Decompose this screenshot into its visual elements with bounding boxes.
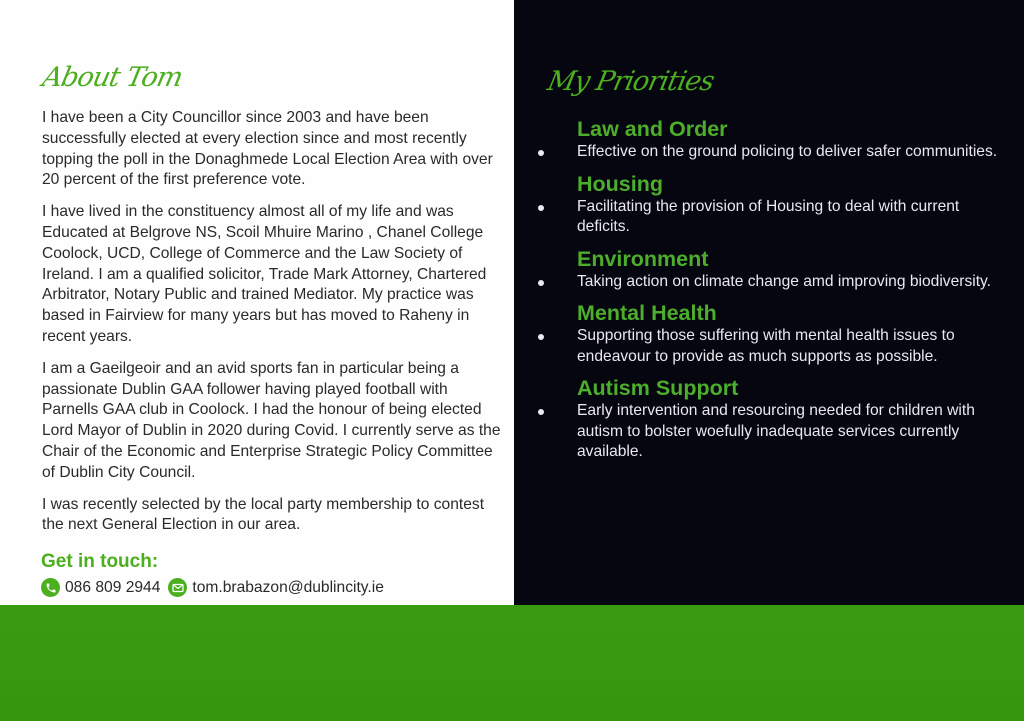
priority-bullet-item <box>536 272 1006 293</box>
about-paragraph: I am a Gaeilgeoir and an avid sports fan in particular being a passionate Dublin GAA follower having played football with Parnells GAA club in Coolock. I had the honour of being elected Lord Mayor of Dublin in 2020 during Covid. I currently serve as the Chair of the Economic and Enterprise Strategic Policy Committee of Dublin City Council. <box>42 359 501 481</box>
phone-icon <box>41 578 60 597</box>
green-footer-band <box>0 605 1024 721</box>
priorities-list <box>536 116 1006 471</box>
priority-heading: Mental Health <box>577 301 717 325</box>
priority-text: Facilitating the provision of Housing to deal with current deficits. <box>577 197 960 235</box>
about-title: About Tom <box>39 62 185 93</box>
email-link[interactable]: tom.brabazon@dublincity.ie <box>192 578 384 596</box>
priority-mental-health <box>536 300 1006 367</box>
priority-text: Effective on the ground policing to deliver safer communities. <box>577 143 998 160</box>
priority-bullet-item <box>536 142 1006 163</box>
contact-row <box>41 578 384 597</box>
about-body <box>42 108 502 547</box>
about-paragraph: I have been a City Councillor since 2003 and have been successfully elected at every election since and most recently topping the poll in the Donaghmede Local Election Area with over 20 percent of the first preference vote. <box>42 109 493 189</box>
priority-bullet-item <box>536 197 1006 238</box>
priority-autism-support <box>536 375 1006 463</box>
phone-number[interactable]: 086 809 2944 <box>65 578 161 596</box>
priority-environment <box>536 246 1006 293</box>
priorities-title: My Priorities <box>544 66 717 97</box>
about-paragraph: I have lived in the constituency almost all of my life and was Educated at Belgrove NS, Scoil Mhuire Marino , Chanel College Coolock, UCD, College of Commerce and the Law Society of Ireland. I am a qualified solicitor, Trade Mark Attorney, Chartered Arbitrator, Notary Public and trained Mediator. My practice was based in Fairview for many years but has moved to Raheny in recent years. <box>42 203 487 345</box>
priority-housing <box>536 171 1006 238</box>
priority-bullet-item <box>536 401 1006 463</box>
contact-heading: Get in touch: <box>41 551 159 572</box>
priority-text: Early intervention and resourcing needed for children with autism to bolster woefully inadequate services currently available. <box>577 402 975 460</box>
priority-heading: Housing <box>577 171 663 196</box>
priority-heading: Environment <box>577 246 709 271</box>
about-paragraph: I was recently selected by the local party membership to contest the next General Election in our area. <box>42 495 485 534</box>
priority-text: Supporting those suffering with mental health issues to endeavour to provide as much supports as possible. <box>577 327 955 365</box>
bullet-icon <box>536 272 577 293</box>
bullet-icon <box>536 326 577 367</box>
priority-heading: Law and Order <box>577 117 728 141</box>
priority-heading: Autism Support <box>577 376 739 400</box>
priority-text: Taking action on climate change amd improving biodiversity. <box>577 272 992 290</box>
priority-bullet-item <box>536 326 1006 367</box>
bullet-icon <box>536 142 577 163</box>
priority-law-and-order <box>536 116 1006 163</box>
email-icon <box>168 578 187 597</box>
bullet-icon <box>536 401 577 463</box>
bullet-icon <box>536 197 577 238</box>
